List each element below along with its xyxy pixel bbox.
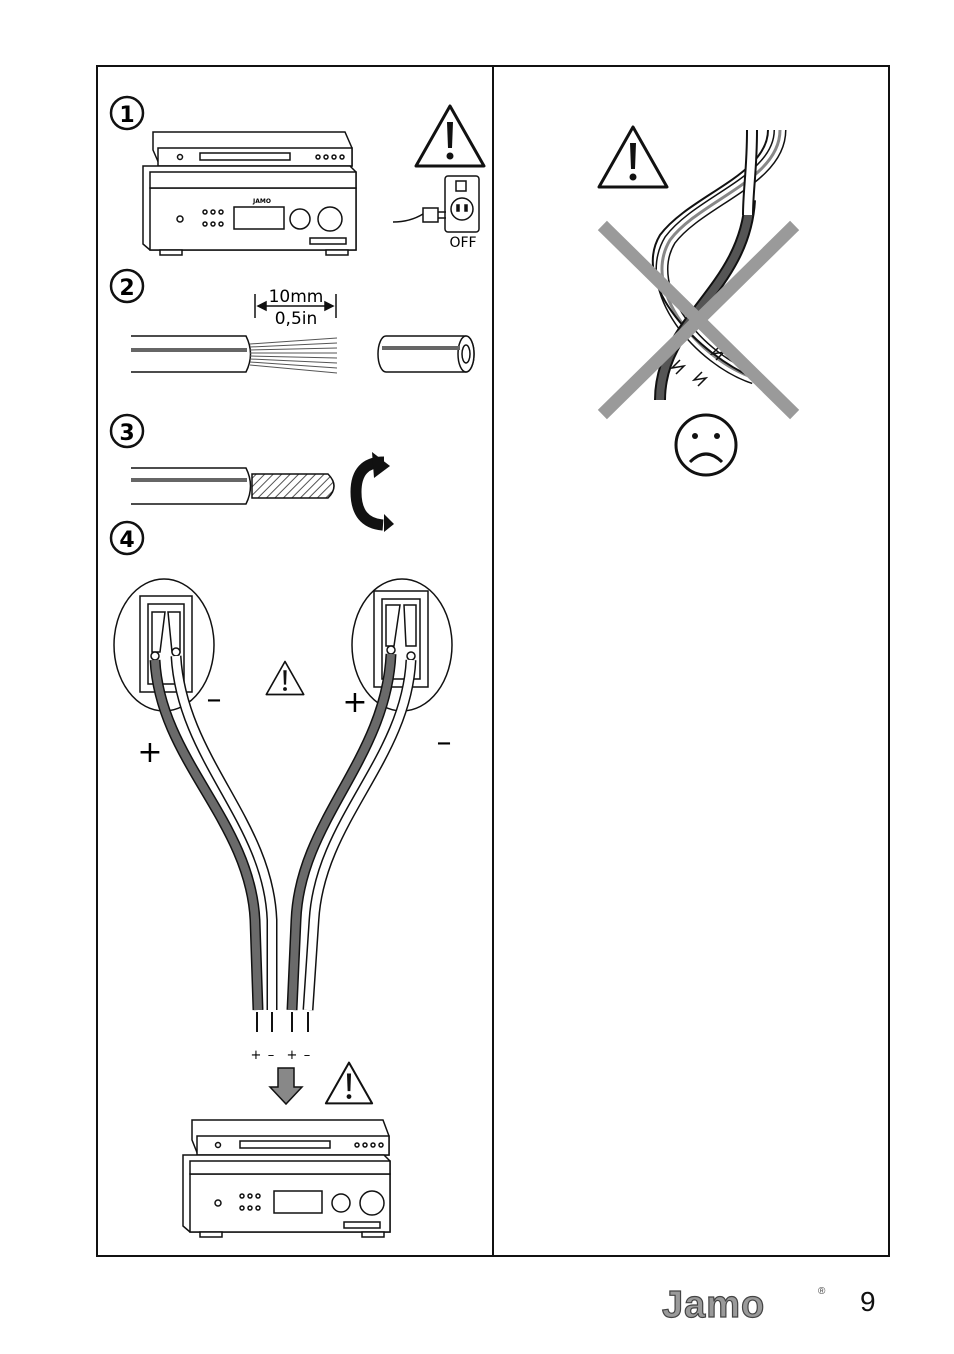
- step-number: 1: [119, 103, 135, 128]
- left-minus-label: –: [206, 682, 222, 717]
- power-outlet-icon: [445, 176, 479, 232]
- short-circuit-warning: [599, 127, 790, 475]
- step-3: [111, 415, 394, 532]
- cable-end-plus-1: +: [250, 1048, 262, 1063]
- warning-icon: [416, 106, 484, 166]
- sad-face-icon: [676, 415, 736, 475]
- right-plus-label: +: [342, 685, 368, 720]
- step-number: 2: [119, 276, 135, 301]
- step-1: [111, 97, 484, 255]
- step-number: 4: [119, 528, 135, 553]
- receiver-illustration: [143, 166, 356, 255]
- cable-end-plus-2: +: [286, 1048, 298, 1063]
- dvd-player-illustration: [153, 132, 352, 166]
- step-2: [111, 270, 474, 373]
- warning-icon: [266, 662, 303, 695]
- cross-icon: [607, 230, 790, 410]
- stripped-cable-illustration: [131, 336, 337, 373]
- brand-logo-text: Jamo: [662, 1284, 766, 1326]
- down-arrow-icon: [270, 1068, 302, 1104]
- rotate-arrow-icon: [356, 452, 394, 532]
- off-label: OFF: [449, 235, 477, 251]
- step-4: [111, 522, 452, 1237]
- speaker-cables: [155, 654, 411, 1032]
- strip-length-metric: 10mm: [268, 287, 324, 307]
- warning-icon: [599, 127, 667, 187]
- cable-end-minus-2: –: [303, 1048, 311, 1063]
- left-plus-label: +: [137, 735, 163, 770]
- twisted-cable-illustration: [131, 468, 334, 504]
- plug-icon: [393, 208, 446, 222]
- cable-sleeve-illustration: [378, 336, 474, 372]
- dvd-player-illustration: [192, 1120, 389, 1155]
- page-number: 9: [860, 1286, 876, 1317]
- warning-icon: [326, 1063, 372, 1104]
- jamo-logo: [662, 1284, 826, 1326]
- device-brand: JAMO: [253, 198, 271, 205]
- receiver-illustration: [183, 1155, 390, 1237]
- registered-mark: ®: [818, 1286, 826, 1297]
- strip-length-imperial: 0,5in: [274, 309, 318, 329]
- cable-end-minus-1: –: [267, 1048, 275, 1063]
- step-number: 3: [119, 421, 135, 446]
- right-minus-label: –: [436, 725, 452, 760]
